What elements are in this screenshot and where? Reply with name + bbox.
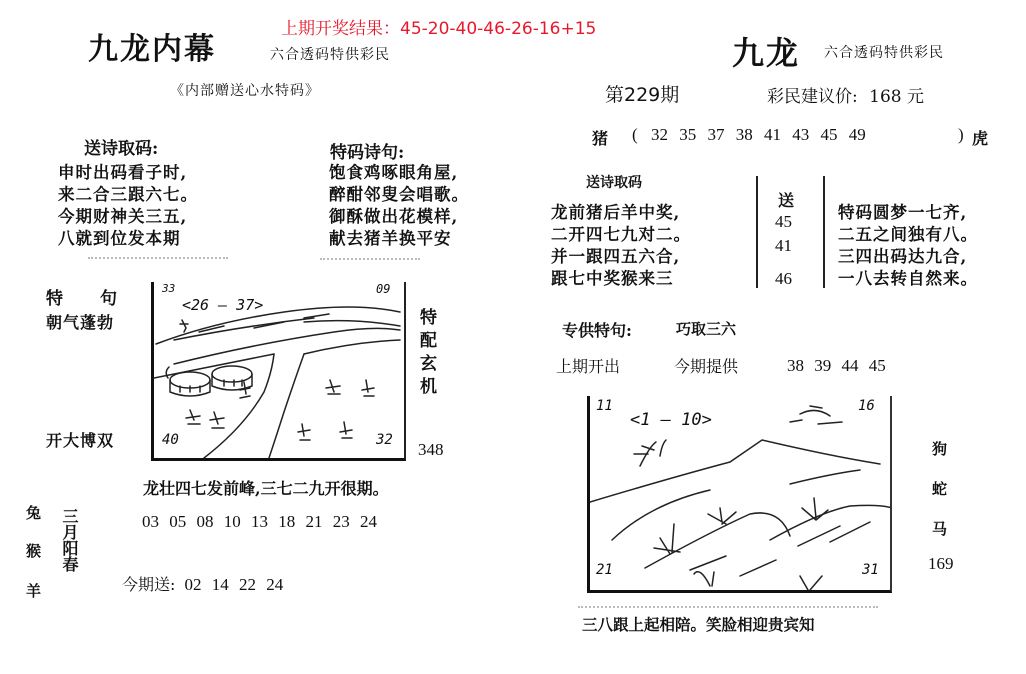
left-poem xyxy=(58,162,198,250)
right-poem-left xyxy=(551,202,691,290)
left-poem-title: 送诗取码: xyxy=(84,139,159,159)
poem-line: 一八去转自然来。 xyxy=(838,269,978,288)
last-result-value: 45-20-40-46-26-16+15 xyxy=(400,19,597,39)
range-note: <1 — 10> xyxy=(630,410,712,430)
corner-tr-number: 09 xyxy=(376,282,391,296)
label-phrase: 朝气蓬勃 xyxy=(46,313,115,332)
today-line xyxy=(122,572,283,595)
provide-label: 今期提供 xyxy=(674,357,739,376)
zodiac-numbers: 32 35 37 38 41 43 45 49 xyxy=(651,125,866,144)
corner-bl-number: 21 xyxy=(596,562,613,578)
poem-line: 饱食鸡啄眼角屋, xyxy=(329,163,459,182)
left-brand-title: 九龙内幕 xyxy=(88,32,216,67)
poem-line: 三四出码达九合, xyxy=(838,247,968,266)
divider-line xyxy=(823,176,825,288)
poem-line: 来二合三跟六七。 xyxy=(58,185,198,204)
corner-br-number: 32 xyxy=(376,432,393,448)
left-tagline: 六合透码特供彩民 xyxy=(270,47,390,63)
right-poem-right xyxy=(838,202,978,290)
left-verse: 龙壮四七发前峰,三七二九开很期。 xyxy=(143,479,389,498)
send-label: 送 xyxy=(778,191,795,210)
poem-line: 二五之间独有八。 xyxy=(838,225,978,244)
corner-bl-number: 40 xyxy=(162,432,179,448)
issue-number: 第229期 xyxy=(605,84,680,106)
price-label: 彩民建议价: xyxy=(767,87,858,107)
price-value: 168 元 xyxy=(869,87,924,107)
today-label: 今期送: xyxy=(122,575,176,594)
zodiac-end: 虎 xyxy=(972,129,989,148)
left-sketch-frame xyxy=(151,282,406,461)
left-number-list: 03 05 08 10 13 18 21 23 24 xyxy=(142,512,377,531)
zodiac-goat: 羊 xyxy=(26,582,42,600)
poem-line: 醉酣邻叟会唱歌。 xyxy=(329,185,469,204)
special-poem xyxy=(329,162,469,250)
special-poem-title: 特码诗句: xyxy=(330,143,405,163)
zodiac-snake: 蛇 xyxy=(932,480,948,498)
send-number: 46 xyxy=(775,269,792,288)
side-text-vertical: 特配玄机 xyxy=(416,308,436,400)
poem-line: 今期财神关三五, xyxy=(58,207,188,226)
right-tagline: 六合透码特供彩民 xyxy=(824,45,944,61)
poem-line: 二开四七九对二。 xyxy=(551,225,691,244)
corner-tr-number: 16 xyxy=(858,398,875,414)
poem-line: 特码圆梦一七齐, xyxy=(838,203,968,222)
faint-dotted-line xyxy=(88,257,228,259)
divider-line xyxy=(756,176,758,288)
zodiac-start: 猪 xyxy=(592,129,609,148)
provide-numbers: 38 39 44 45 xyxy=(787,356,886,375)
last-drawn-label: 上期开出 xyxy=(556,357,621,376)
zodiac-monkey: 猴 xyxy=(26,542,42,560)
price-line xyxy=(767,82,924,107)
corner-tl-number: 11 xyxy=(596,398,613,414)
zodiac-horse: 马 xyxy=(932,520,948,538)
special-value: 巧取三六 xyxy=(676,320,737,338)
faint-dotted-line xyxy=(578,606,878,608)
label-ju: 句 xyxy=(100,289,117,309)
zodiac-dog: 狗 xyxy=(932,440,948,458)
send-number: 45 xyxy=(775,212,792,231)
special-label: 专供特句: xyxy=(562,321,632,340)
send-number: 41 xyxy=(775,236,792,255)
poem-line: 并一跟四五六合, xyxy=(551,247,681,266)
right-brand-title: 九龙 xyxy=(732,34,801,72)
last-result-label: 上期开奖结果： xyxy=(281,19,400,39)
poem-line: 八就到位发本期 xyxy=(58,229,181,248)
poem-line: 御酥做出花模样, xyxy=(329,207,459,226)
right-poem-title: 送诗取码 xyxy=(586,175,642,191)
last-result-line xyxy=(281,14,596,39)
label-bottom: 开大博双 xyxy=(46,431,115,450)
subtitle: 《内部赠送心水特码》 xyxy=(170,83,320,99)
corner-br-number: 31 xyxy=(862,562,879,578)
zodiac-rabbit: 兔 xyxy=(26,504,42,522)
right-side-number: 169 xyxy=(928,554,954,573)
poem-line: 献去猪羊换平安 xyxy=(329,229,452,248)
today-numbers: 02 14 22 24 xyxy=(184,575,284,594)
poem-line: 跟七中奖猴来三 xyxy=(551,269,674,288)
season-vertical: 三月阳春 xyxy=(60,508,79,572)
side-number: 348 xyxy=(418,440,444,459)
label-te: 特 xyxy=(46,289,63,309)
range-note: <26 — 37> xyxy=(182,296,264,314)
right-verse: 三八跟上起相陪。笑脸相迎贵宾知 xyxy=(582,615,815,634)
poem-line: 申时出码看子时, xyxy=(58,163,188,182)
zodiac-open-paren: ( xyxy=(632,125,638,144)
faint-dotted-line xyxy=(320,258,420,260)
corner-tl-number: 33 xyxy=(162,282,176,295)
right-sketch-frame xyxy=(587,396,892,593)
zodiac-close-paren: ) xyxy=(958,125,964,144)
poem-line: 龙前猪后羊中奖, xyxy=(551,203,681,222)
